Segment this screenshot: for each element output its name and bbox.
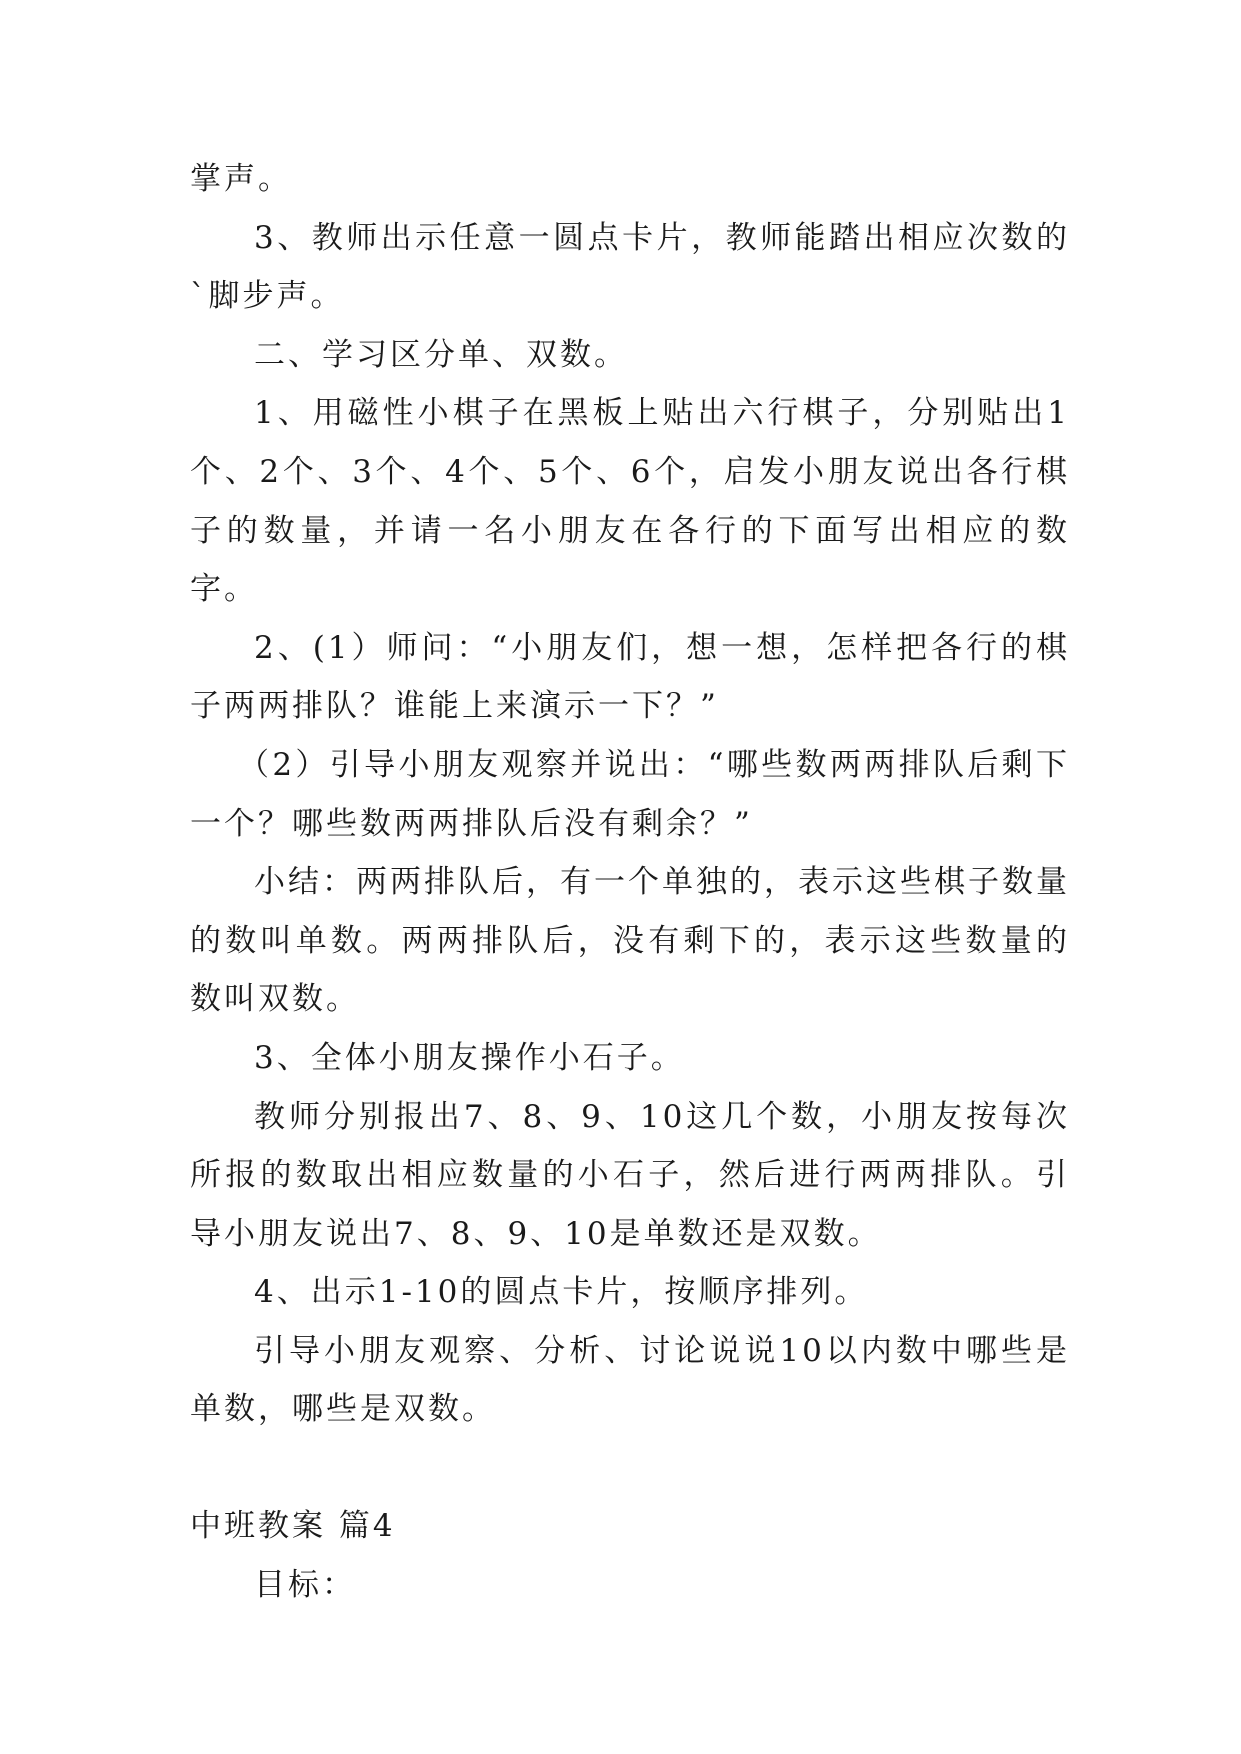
paragraph: 小结：两两排队后，有一个单独的，表示这些棋子数量的数叫单数。两两排队后，没有剩下的，表示这些数量的数叫双数。 xyxy=(190,864,1070,1018)
section-first-line: 目标： xyxy=(254,1566,356,1603)
paragraph: （2）引导小朋友观察并说出：“哪些数两两排队后剩下一个？哪些数两两排队后没有剩余？” xyxy=(190,746,1070,842)
document-body xyxy=(190,150,1070,1614)
paragraph: 教师分别报出7、8、9、10这几个数，小朋友按每次所报的数取出相应数量的小石子，然后进行两两排队。引导小朋友说出7、8、9、10是单数还是双数。 xyxy=(190,1098,1070,1252)
section-spacer xyxy=(190,1439,1070,1497)
paragraph: 4、出示1-10的圆点卡片，按顺序排列。 xyxy=(254,1274,869,1311)
paragraph: 二、学习区分单、双数。 xyxy=(254,336,628,373)
paragraph: 引导小朋友观察、分析、讨论说说10以内数中哪些是单数，哪些是双数。 xyxy=(190,1332,1070,1428)
paragraph: 3、全体小朋友操作小石子。 xyxy=(254,1039,685,1076)
paragraph: 3、教师出示任意一圆点卡片，教师能踏出相应次数的`脚步声。 xyxy=(190,219,1070,315)
paragraph: 1、用磁性小棋子在黑板上贴出六行棋子，分别贴出1个、2个、3个、4个、5个、6个，启发小朋友说出各行棋子的数量，并请一名小朋友在各行的下面写出相应的数字。 xyxy=(190,395,1070,608)
section-heading: 中班教案 篇4 xyxy=(190,1508,396,1545)
paragraph: 掌声。 xyxy=(190,161,292,197)
paragraph: 2、(1）师问：“小朋友们，想一想，怎样把各行的棋子两两排队？谁能上来演示一下？” xyxy=(190,629,1070,725)
